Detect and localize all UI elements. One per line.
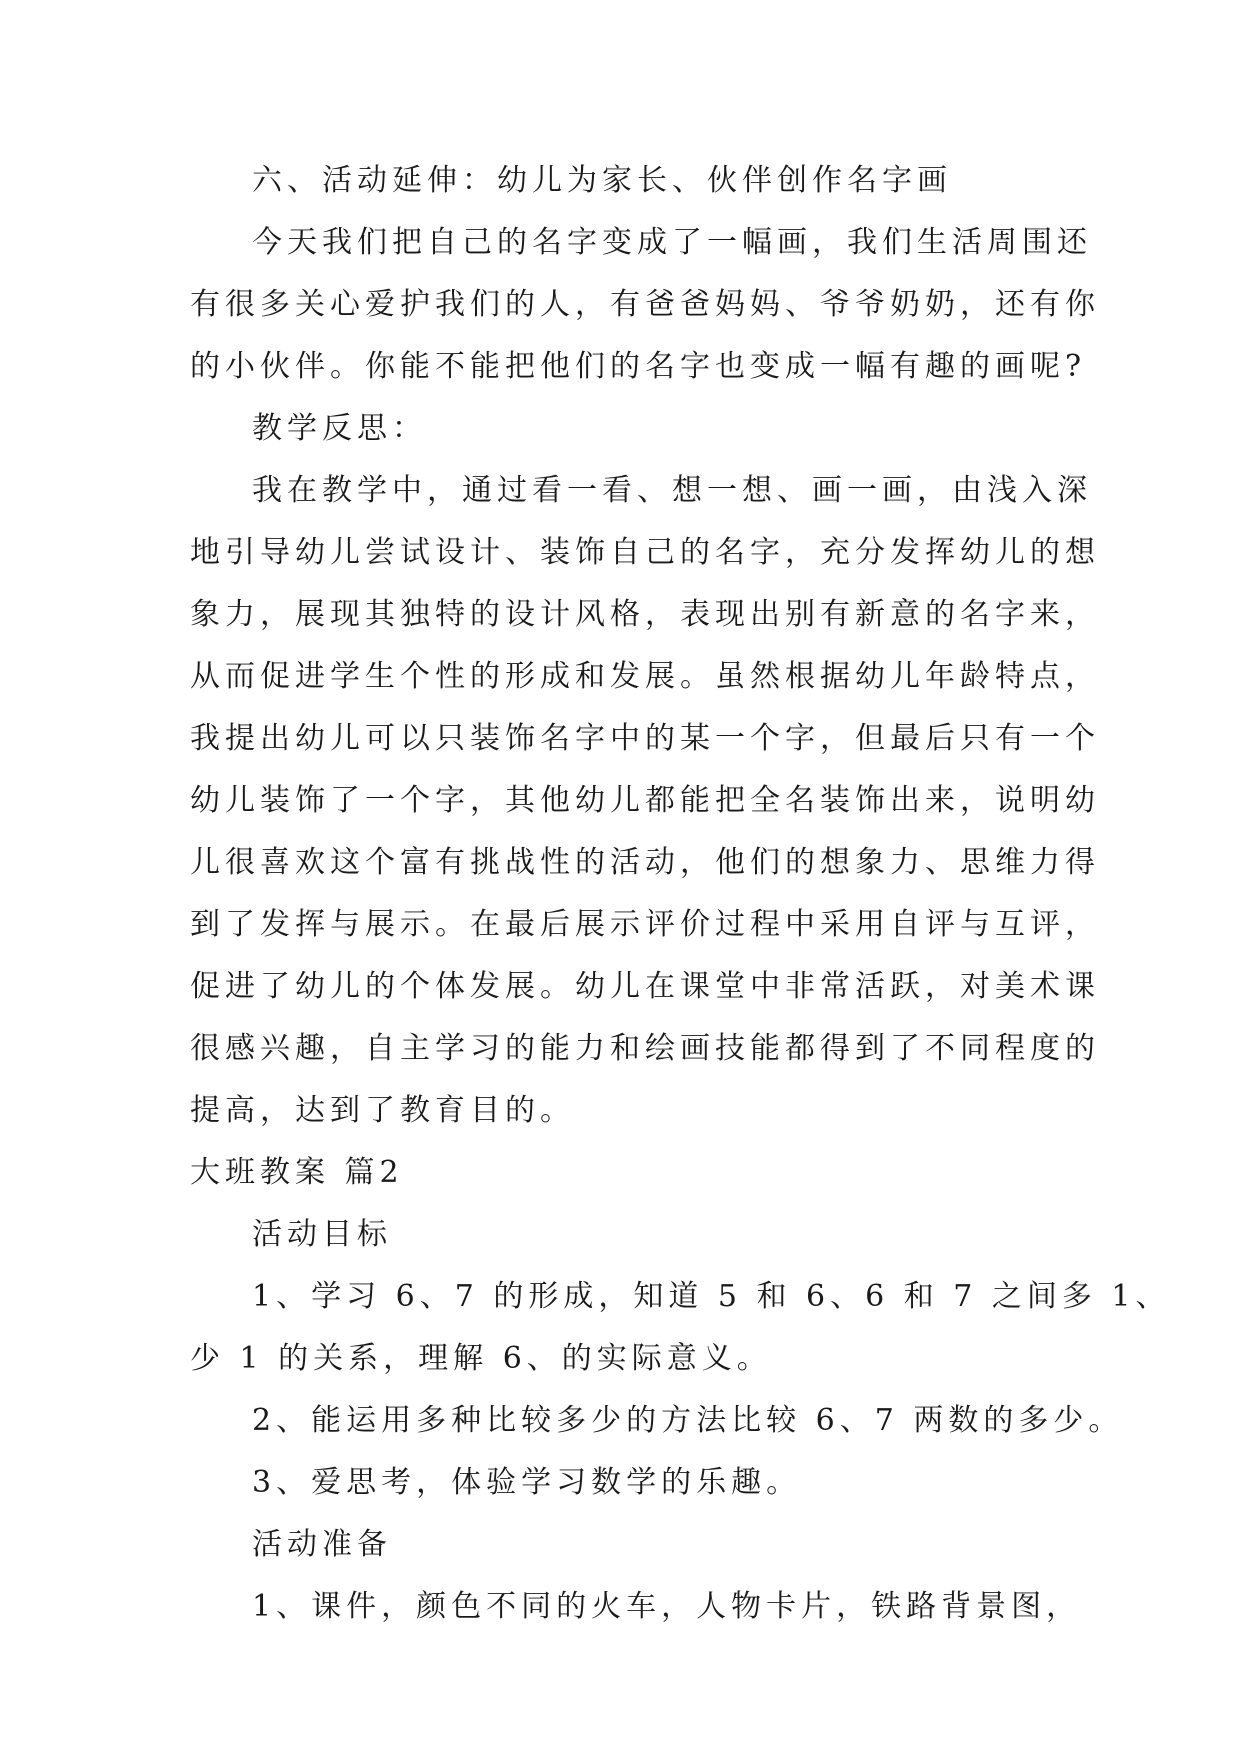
paragraph-line: 我在教学中，通过看一看、想一想、画一画，由浅入深 [252,473,1092,508]
paragraph-line: 促进了幼儿的个体发展。幼儿在课堂中非常活跃，对美术课 [190,969,1100,1004]
paragraph-line: 今天我们把自己的名字变成了一幅画，我们生活周围还 [252,225,1092,260]
paragraph-line: 儿很喜欢这个富有挑战性的活动，他们的想象力、思维力得 [190,845,1100,880]
document-body [190,150,1171,1638]
paragraph-line: 提高，达到了教育目的。 [190,1093,575,1128]
list-item-preparation-1: 1、课件，颜色不同的火车，人物卡片，铁路背景图， [252,1589,1082,1624]
paragraph-line: 的小伙伴。你能不能把他们的名字也变成一幅有趣的画呢? [190,349,1087,384]
paragraph-line: 到了发挥与展示。在最后展示评价过程中采用自评与互评， [190,907,1100,942]
list-item-goal-2: 2、能运用多种比较多少的方法比较 6、7 两数的多少。 [252,1403,1124,1438]
list-item-goal-1: 1、学习 6、7 的形成，知道 5 和 6、6 和 7 之间多 1、 [252,1279,1171,1314]
heading-activity-extension: 六、活动延伸：幼儿为家长、伙伴创作名字画 [252,163,952,198]
paragraph-line: 幼儿装饰了一个字，其他幼儿都能把全名装饰出来，说明幼 [190,783,1100,818]
list-item-goal-1-continued: 少 1 的关系，理解 6、的实际意义。 [190,1341,772,1376]
paragraph-line: 象力，展现其独特的设计风格，表现出别有新意的名字来， [190,597,1100,632]
paragraph-line: 很感兴趣，自主学习的能力和绘画技能都得到了不同程度的 [190,1031,1100,1066]
list-item-goal-3: 3、爱思考，体验学习数学的乐趣。 [252,1465,802,1500]
paragraph-line: 我提出幼儿可以只装饰名字中的某一个字，但最后只有一个 [190,721,1100,756]
heading-activity-goals: 活动目标 [252,1217,392,1252]
paragraph-line: 有很多关心爱护我们的人，有爸爸妈妈、爷爷奶奶，还有你 [190,287,1100,322]
heading-teaching-reflection: 教学反思： [252,411,427,446]
heading-activity-preparation: 活动准备 [252,1527,392,1562]
paragraph-line: 地引导幼儿尝试设计、装饰自己的名字，充分发挥幼儿的想 [190,535,1100,570]
paragraph-line: 从而促进学生个性的形成和发展。虽然根据幼儿年龄特点， [190,659,1100,694]
section-title-lesson-2: 大班教案 篇2 [190,1155,404,1190]
